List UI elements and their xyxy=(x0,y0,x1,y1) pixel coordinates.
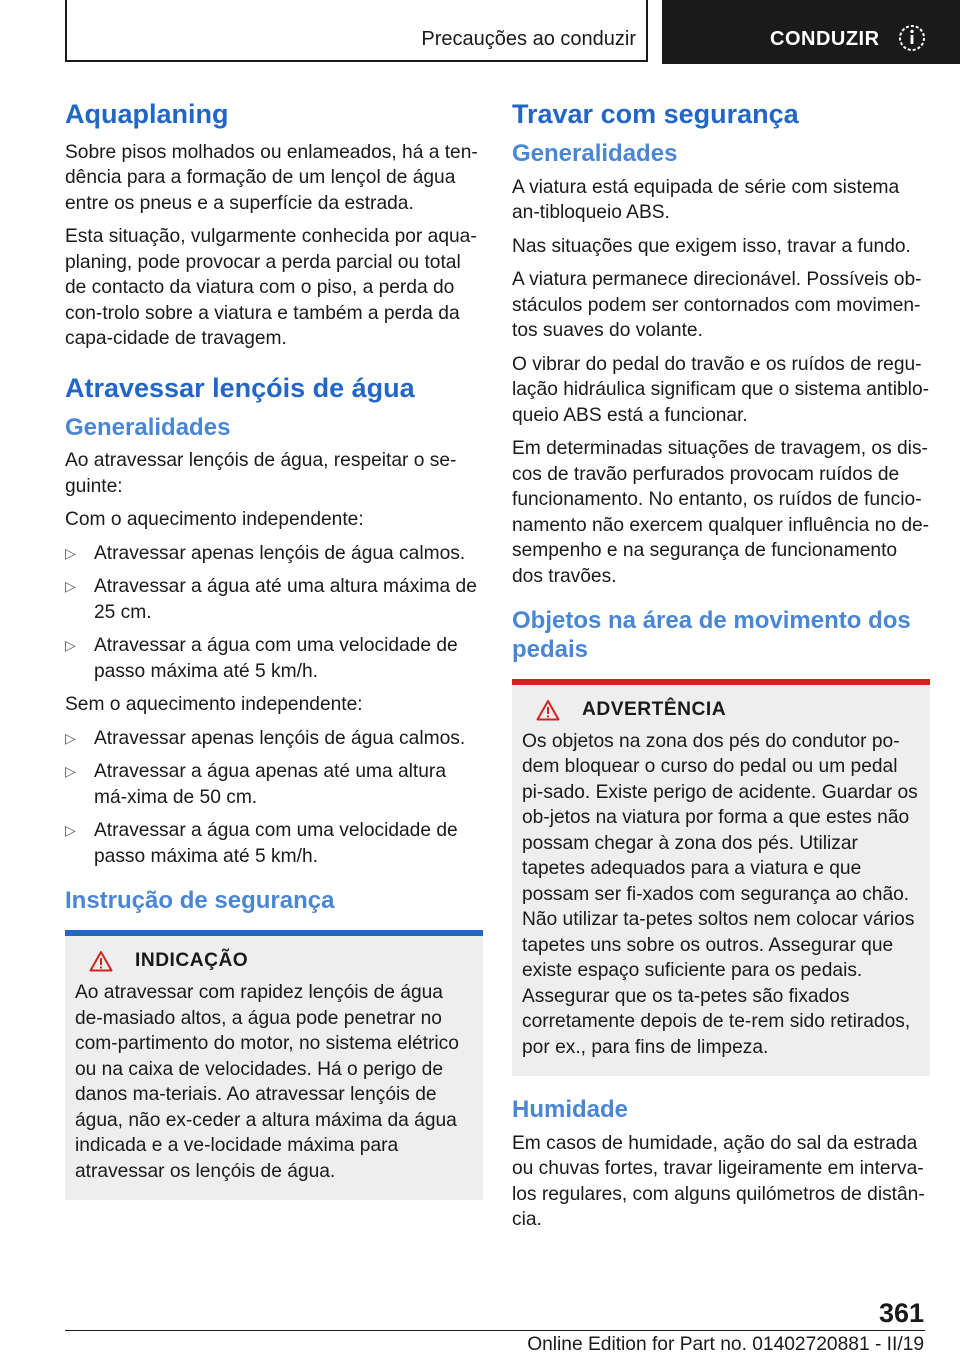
triangle-bullet-icon: ▷ xyxy=(65,637,76,654)
with-heater-list xyxy=(65,541,483,685)
humidity-paragraph: Em casos de humidade, ação do sal da estrada ou chuvas fortes, travar ligeiramente em interva-los regulares, com alguns quilómetros de distân-cia. xyxy=(512,1132,925,1231)
list-item: ▷ Atravessar apenas lençóis de água calmos. xyxy=(65,726,483,752)
braking-paragraph-4: O vibrar do pedal do travão e os ruídos de regu-lação hidráulica significam que o sistema antiblo-queio ABS está a funcionar. xyxy=(512,353,930,426)
braking-paragraph-5: Em determinadas situações de travagem, os dis-cos de travão perfurados provocam ruídos de funcionamento. No entanto, os ruídos de funcio-namento não exercem qualquer influência no de-sempenho e na segurança de funcionamento dos travões. xyxy=(512,438,930,587)
notice-text: Ao atravessar com rapidez lençóis de água de-masiado altos, a água pode penetrar no com-partimento do motor, no sistema elétrico ou na caixa de velocidades. Há o perigo de danos ma-teriais. Ao atravessar lençóis de água, não ex-ceder a altura máxima da água indicada e a ve-locidade máxima para atravessar os lençóis de água. xyxy=(75,982,459,1182)
pedal-area-heading: Objetos na área de movimento dos pedais xyxy=(512,607,911,663)
notice-box xyxy=(65,930,483,1200)
without-heater-list xyxy=(65,726,483,870)
aquaplaning-heading: Aquaplaning xyxy=(65,99,229,129)
list-item: ▷ Atravessar a água apenas até uma altura má-xima de 50 cm. xyxy=(65,761,446,808)
warning-text: Os objetos na zona dos pés do condutor po-dem bloquear o curso do pedal ou um pedal pi-sado. Existe perigo de acidente. Guardar os ob-jetos na viatura por forma a que estes não possam chegar à zona dos pés. Utilizar tapetes adequados para a viatura e que possam ser fi-xados com segurança ao chão. Não utilizar ta-petes soltos nem colocar vários tapetes uns sobre os outros. Assegurar que existe espaço suficiente para os pedais. Assegurar que os ta-petes são fixados corretamente depois de te-rem sido retirados, por ex., para fins de limpeza. xyxy=(522,730,918,1058)
triangle-bullet-icon: ▷ xyxy=(65,822,76,839)
warning-box xyxy=(512,679,930,1077)
wading-general-heading: Generalidades xyxy=(65,413,231,441)
triangle-bullet-icon: ▷ xyxy=(65,578,76,595)
notice-label: INDICAÇÃO xyxy=(135,950,249,972)
braking-paragraph-3: A viatura permanece direcionável. Possíveis ob-stáculos podem ser contornados com movimen-tos suaves do volante. xyxy=(512,269,922,342)
info-icon xyxy=(898,24,926,52)
triangle-bullet-icon: ▷ xyxy=(65,544,76,561)
aquaplaning-paragraph-2: Esta situação, vulgarmente conhecida por aqua-planing, pode provocar a perda parcial ou total de contacto da viatura com o piso, a perda do con-trolo sobre a viatura e também a perda da capa-cidade de travagem. xyxy=(65,226,477,350)
without-heater-label: Sem o aquecimento independente: xyxy=(65,694,363,716)
header-section-tab xyxy=(65,0,648,62)
header-section-title: Precauções ao conduzir xyxy=(421,28,636,50)
right-column xyxy=(512,98,930,1241)
triangle-bullet-icon: ▷ xyxy=(65,763,76,780)
wading-heading: Atravessar lençóis de água xyxy=(65,372,415,403)
warning-label: ADVERTÊNCIA xyxy=(582,698,727,720)
wading-intro: Ao atravessar lençóis de água, respeitar o se-guinte: xyxy=(65,450,457,497)
braking-general-heading: Generalidades xyxy=(512,139,678,167)
triangle-bullet-icon: ▷ xyxy=(65,729,76,746)
with-heater-label: Com o aquecimento independente: xyxy=(65,509,364,531)
aquaplaning-paragraph-1: Sobre pisos molhados ou enlameados, há a ten-dência para a formação de um lençol de água entre os pneus e a superfície da estrada. xyxy=(65,141,478,214)
left-column xyxy=(65,98,483,1200)
header-chapter-title: CONDUZIR xyxy=(770,28,880,50)
list-item: ▷ Atravessar a água com uma velocidade de passo máxima até 5 km/h. xyxy=(65,635,458,682)
list-item: ▷ Atravessar a água até uma altura máxima de 25 cm. xyxy=(65,576,477,623)
footer-divider xyxy=(65,1330,925,1331)
header-chapter-tab xyxy=(662,0,960,64)
braking-heading: Travar com segurança xyxy=(512,99,799,129)
list-item: ▷ Atravessar a água com uma velocidade de passo máxima até 5 km/h. xyxy=(65,820,458,867)
safety-heading: Instrução de segurança xyxy=(65,887,335,915)
footer-edition: Online Edition for Part no. 01402720881 - II/19 xyxy=(527,1334,924,1355)
page-number: 361 xyxy=(878,1298,924,1328)
braking-paragraph-1: A viatura está equipada de série com sistema an-tibloqueio ABS. xyxy=(512,176,900,224)
warning-triangle-icon xyxy=(536,699,560,721)
warning-triangle-icon xyxy=(89,950,113,972)
list-item: ▷ Atravessar apenas lençóis de água calmos. xyxy=(65,541,483,567)
humidity-heading: Humidade xyxy=(512,1096,629,1124)
braking-paragraph-2: Nas situações que exigem isso, travar a fundo. xyxy=(512,235,911,257)
